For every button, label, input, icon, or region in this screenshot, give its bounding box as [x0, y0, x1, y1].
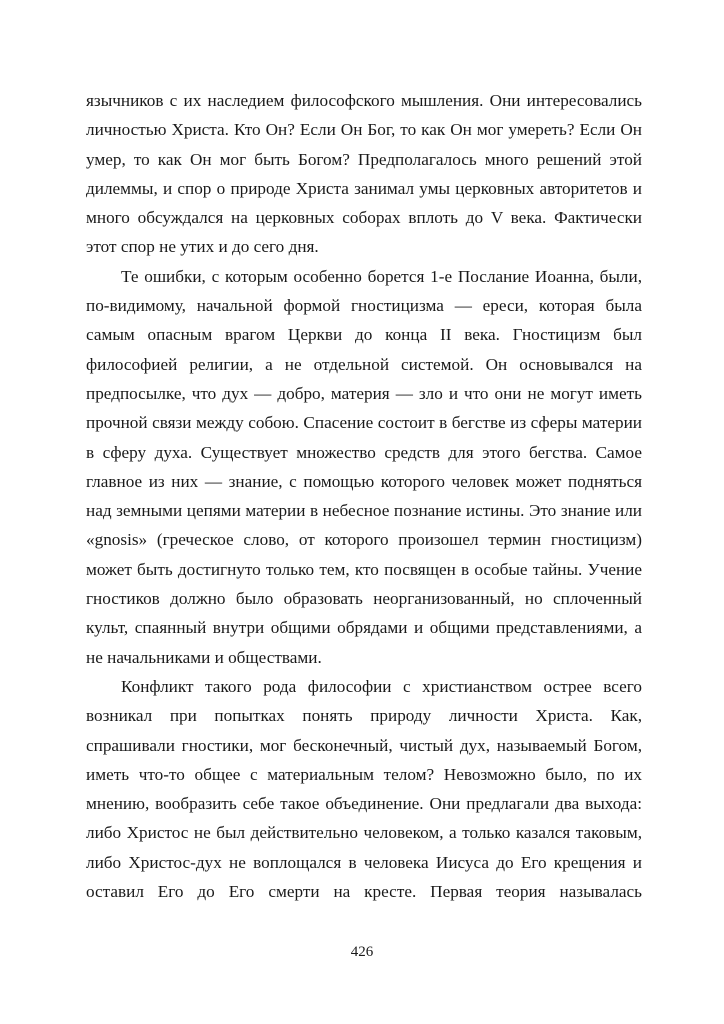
text-line: мнению, вообразить себе такое объединение. Они предлагали два выхода:	[86, 794, 642, 814]
text-line: главное из них — знание, с помощью которого человек может подняться	[86, 471, 642, 491]
page-number: 426	[350, 944, 374, 960]
text-line: культ, спаянный внутри общими обрядами и общими представлениями, а	[86, 618, 642, 638]
text-line: либо Христос не был действительно человеком, а только казался таковым,	[86, 823, 642, 843]
text-line: предпосылке, что дух — добро, материя — зло и что они не могут иметь	[86, 383, 642, 403]
text-line: гностиков должно было образовать неорганизованный, но сплоченный	[86, 589, 642, 609]
text-line: оставил Его до Его смерти на кресте. Первая теория называлась	[86, 882, 642, 902]
text-line: спрашивали гностики, мог бесконечный, чистый дух, называемый Богом,	[86, 735, 642, 755]
text-line: прочной связи между собою. Спасение состоит в бегстве из сферы материи	[86, 413, 642, 433]
text-line: в сферу духа. Существует множество средств для этого бегства. Самое	[86, 442, 642, 462]
text-line: возникал при попытках понять природу личности Христа. Как,	[86, 706, 642, 726]
page-body-text	[86, 86, 642, 906]
text-line: философией религии, а не отдельной системой. Он основывался на	[86, 354, 642, 374]
text-line: иметь что-то общее с материальным телом? Невозможно было, по их	[86, 764, 642, 784]
paragraph	[86, 86, 642, 262]
text-line: Конфликт такого рода философии с христианством острее всего	[121, 676, 642, 696]
text-line: может быть достигнуто только тем, кто посвящен в особые тайны. Учение	[86, 559, 642, 579]
text-line: над земными цепями материи в небесное познание истины. Это знание или	[86, 501, 642, 521]
text-line: личностью Христа. Кто Он? Если Он Бог, то как Он мог умереть? Если Он	[86, 120, 642, 140]
text-line: много обсуждался на церковных соборах вплоть до V века. Фактически	[86, 208, 642, 228]
text-line: либо Христос-дух не воплощался в человека Иисуса до Его крещения и	[86, 852, 642, 872]
text-line: самым опасным врагом Церкви до конца II века. Гностицизм был	[86, 325, 642, 345]
text-line: Те ошибки, с которым особенно борется 1-е Послание Иоанна, были,	[121, 266, 642, 286]
text-line: по-видимому, начальной формой гностицизма — ереси, которая была	[86, 296, 642, 316]
text-line: язычников с их наследием философского мышления. Они интересовались	[86, 91, 642, 110]
text-line: этот спор не утих и до сего дня.	[86, 237, 319, 257]
paragraph	[86, 672, 642, 906]
text-line: умер, то как Он мог быть Богом? Предполагалось много решений этой	[86, 149, 642, 169]
paragraph	[86, 262, 642, 672]
text-line: дилеммы, и спор о природе Христа занимал умы церковных авторитетов и	[86, 178, 642, 198]
text-line: не начальниками и обществами.	[86, 647, 322, 667]
text-line: «gnosis» (греческое слово, от которого произошел термин гностицизм)	[86, 530, 642, 550]
